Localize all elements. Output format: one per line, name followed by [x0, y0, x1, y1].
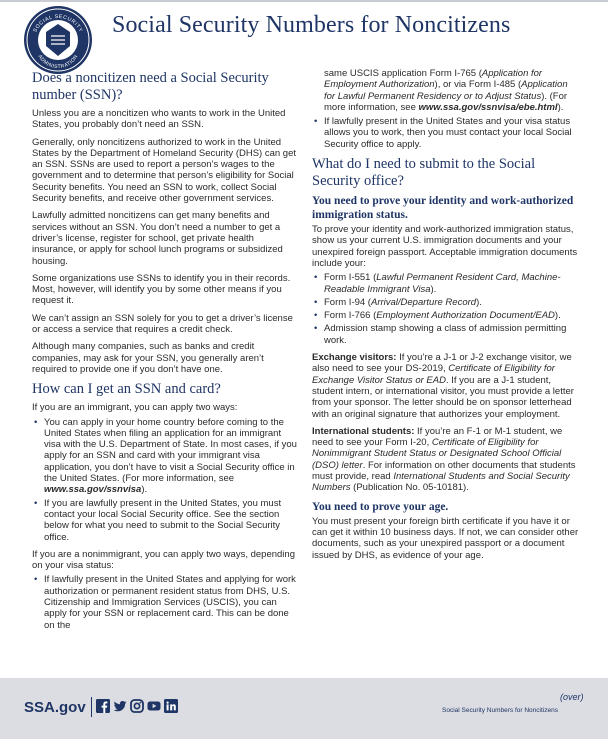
list-item: • If lawfully present in the United States and applying for work authorization or permanent resident status from DHS, U.S. Citizenship and Immigration Services (USCIS), you can apply for your SSN or replacement card. This can be done on the [32, 574, 300, 630]
youtube-icon[interactable] [147, 699, 161, 713]
exchange-visitors-paragraph: Exchange visitors: If you’re a J-1 or J-2 exchange visitor, we also need to see your DS-2019, Certificate of Eligibility for Exchange Visitor Status or EAD. If you are a J-1 student, student intern, or international visitor, you must provide a letter from your sponsor. The letter should be on sponsor letterhead with an original signature that authorizes your employment. [312, 352, 574, 420]
list-item: • Form I-94 (Arrival/Departure Record). [312, 297, 580, 308]
list-item: • You can apply in your home country before coming to the United States when filing an application for an immigrant visa with the U.S. Department of State. In most cases, if you apply for an SSN and card with your immigrant visa application, you don’t have to visit a Social Security office in the United States. (For more information, see www.ssa.gov/ssnvisa). [32, 417, 300, 496]
linkedin-icon[interactable] [164, 699, 178, 713]
nonimmigrant-options-list [32, 574, 300, 630]
paragraph: Unless you are a noncitizen who wants to work in the United States, you probably don’t need an SSN. [32, 108, 286, 131]
ebe-link[interactable]: www.ssa.gov/ssnvisa/ebe.html [418, 101, 558, 113]
twitter-icon[interactable] [113, 699, 127, 713]
social-icons [96, 699, 178, 713]
paragraph: To prove your identity and work-authorized immigration status, show us your current U.S. immigration documents and your unexpired foreign passport. Acceptable immigration documents include your: [312, 224, 578, 269]
heading-what-submit: What do I need to submit to the Social Security office? [312, 156, 536, 190]
left-column [32, 70, 300, 637]
over-label: (over) [560, 692, 584, 702]
footer-document-title: Social Security Numbers for Noncitizens [442, 707, 558, 714]
list-item: • If you are lawfully present in the United States, you must contact your local Social Security office. See the section below for what you need to submit to the Social Security office. [32, 498, 300, 543]
paragraph: Although many companies, such as banks and credit companies, may ask for your SSN, you generally aren’t required to provide one if you don’t have one. [32, 341, 264, 375]
instagram-icon[interactable] [130, 699, 144, 713]
ssnvisa-link[interactable]: www.ssa.gov/ssnvisa [44, 484, 142, 496]
list-item: • If lawfully present in the United States and your visa status allows you to work, then you must contact your local Social Security office to apply. [312, 116, 580, 150]
paragraph: Lawfully admitted noncitizens can get many benefits and services without an SSN. You don’t need a number to get a driver’s license, register for school, get private health insurance, or apply for school lunch programs or subsidized housing. [32, 210, 283, 267]
heading-how-get-ssn: How can I get an SSN and card? [32, 381, 221, 398]
paragraph: Some organizations use SSNs to identify you in their records. Most, however, will identify you by some other means if you request it. [32, 272, 291, 307]
immigration-documents-list [312, 272, 580, 346]
heading-need-ssn: Does a noncitizen need a Social Security number (SSN)? [32, 70, 269, 103]
paragraph: If you are an immigrant, you can apply two ways: [32, 402, 238, 414]
list-item: • Form I-551 (Lawful Permanent Resident Card, Machine-Readable Immigrant Visa). [312, 272, 580, 295]
ssa-seal-logo [24, 6, 92, 74]
subheading-age: You need to prove your age. [312, 500, 449, 513]
svg-text:SOCIAL SECURITY: SOCIAL SECURITY [32, 13, 84, 34]
list-item: • Admission stamp showing a class of admission permitting work. [312, 323, 580, 346]
nonimmigrant-options-list-cont [312, 116, 580, 150]
paragraph: Generally, only noncitizens authorized to work in the United States by the Department of Homeland Security (DHS) can get an SSN. SSNs are used to report a person’s wages to the government and to determine that person’s eligibility for Social Security benefits. You need an SSN to work, collect Social Security benefits, and receive other government services. [32, 136, 297, 205]
paragraph: If you are a nonimmigrant, you can apply two ways, depending on your visa status: [32, 548, 295, 572]
subheading-identity: You need to prove your identity and work-authorized immigration status. [312, 195, 574, 222]
facebook-icon[interactable] [96, 699, 110, 713]
right-column [312, 68, 580, 567]
paragraph: You must present your foreign birth certificate if you have it or can get it within 10 business days. If not, we can consider other documents, such as your unexpired passport or a document issued by DHS, as evidence of your age. [312, 515, 579, 561]
paragraph: We can’t assign an SSN solely for you to get a driver’s license or access a service that requires a credit check. [32, 312, 293, 336]
list-item: • Form I-766 (Employment Authorization Document/EAD). [312, 310, 580, 321]
ssa-gov-link[interactable]: SSA.gov [24, 699, 86, 716]
continued-list-item: same USCIS application Form I-765 (Application for Employment Authorization), or via Form I-485 (Application for Lawful Permanent Residency or to Adjust Status). (For more information, see www.ssa.gov/ssnvisa/ebe.html). [324, 68, 568, 113]
svg-text:ADMINISTRATION: ADMINISTRATION [36, 53, 80, 71]
page-title: Social Security Numbers for Noncitizens [112, 12, 511, 38]
international-students-paragraph: International students: If you’re an F-1 or M-1 student, we need to see your Form I-20, Certificate of Eligibility for Nonimmigrant Student Status or Designated School Official (DSO) letter. For information on other documents that students must provide, read International Students and Social Security Numbers (Publication No. 05-10181). [312, 425, 576, 494]
top-rule [0, 0, 608, 2]
immigrant-options-list [32, 417, 300, 543]
footer-divider [91, 697, 92, 717]
